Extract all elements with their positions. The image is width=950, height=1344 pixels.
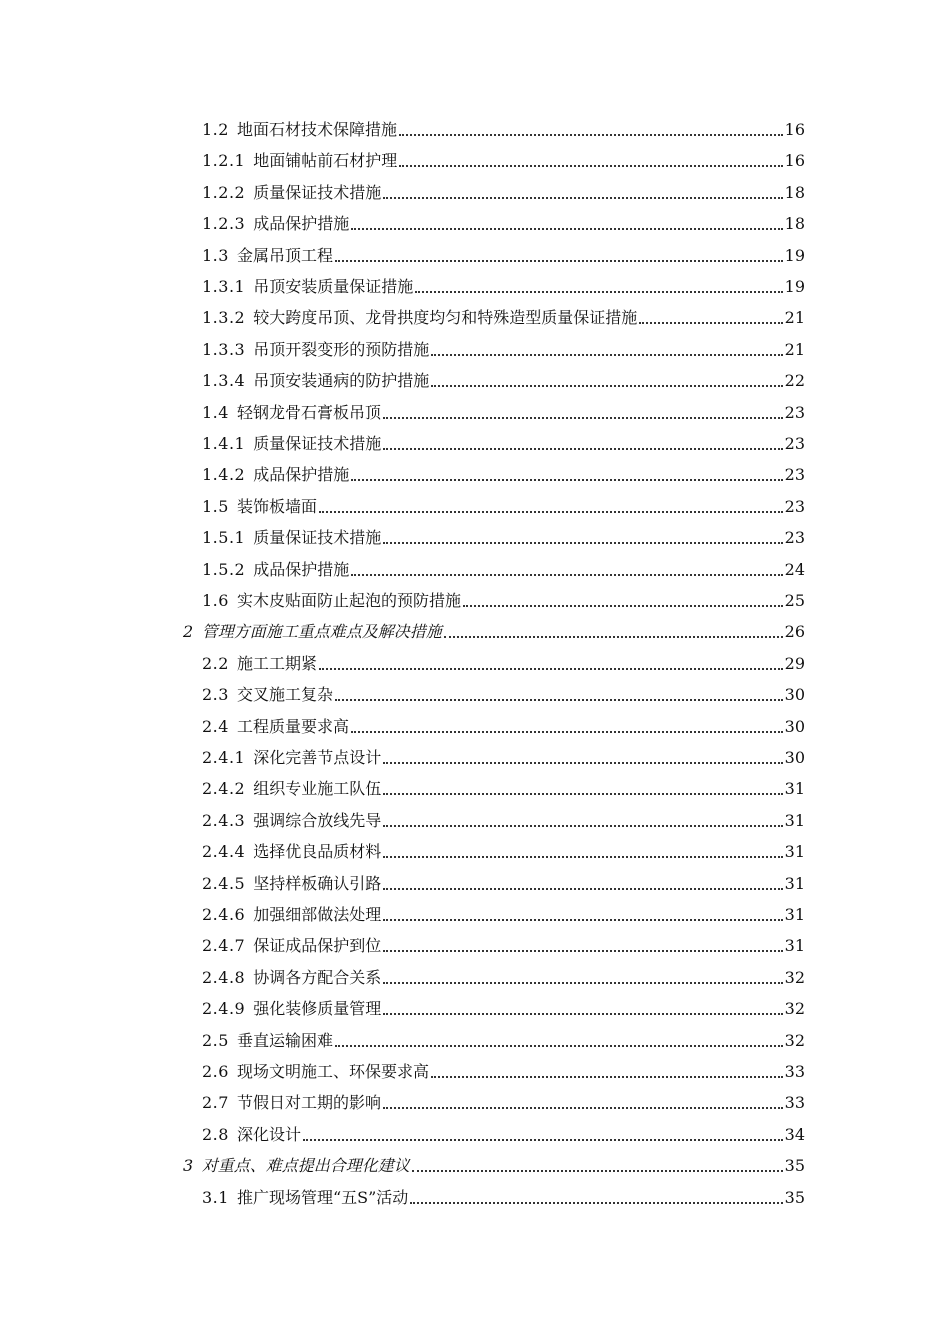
toc-entry[interactable] [202,1025,805,1051]
toc-entry[interactable] [202,805,805,831]
toc-dot-leader [463,605,783,607]
toc-entry-number: 1.4.1 [202,434,246,453]
toc-entry-page-number: 19 [784,245,805,265]
toc-entry-number: 1.3.3 [202,339,246,359]
toc-entry-number: 2 [183,622,194,642]
toc-entry-page-number: 19 [784,277,805,296]
toc-entry-title: 对重点、难点提出合理化建议 [201,1156,410,1176]
toc-entry-number: 1.6 [202,591,229,610]
toc-entry-number: 3 [183,1156,194,1176]
toc-entry-number: 2.2 [202,653,229,673]
toc-entry-number: 1.3 [202,245,229,265]
toc-entry-title: 选择优良品质材料 [253,842,382,862]
toc-entry[interactable] [183,616,805,642]
toc-entry-number: 2.4.1 [202,748,246,767]
toc-entry[interactable] [202,868,805,894]
toc-dot-leader [415,291,782,293]
toc-entry-number: 2.5 [202,1030,229,1050]
toc-entry-page-number: 25 [784,591,805,610]
toc-entry-title: 加强细部做法处理 [253,905,382,924]
toc-entry-number: 1.4 [202,402,229,422]
toc-entry-title: 节假日对工期的影响 [236,1093,381,1113]
toc-entry-page-number: 31 [784,779,805,799]
toc-entry[interactable] [202,930,805,956]
toc-entry-title: 推广现场管理“五S”活动 [236,1187,409,1207]
toc-entry-title: 垂直运输困难 [236,1030,333,1050]
toc-entry-number: 1.3.1 [202,277,246,296]
toc-entry-page-number: 31 [784,905,805,924]
toc-dot-leader [351,574,782,576]
toc-entry-title: 组织专业施工队伍 [253,779,382,799]
toc-entry-page-number: 18 [784,214,805,234]
toc-entry-page-number: 18 [784,182,805,202]
toc-entry[interactable] [202,585,805,611]
toc-entry[interactable] [202,334,805,360]
toc-dot-leader [351,731,783,733]
toc-entry[interactable] [202,145,805,171]
toc-entry-number: 1.4.2 [202,465,246,485]
toc-entry-title: 吊顶安装通病的防护措施 [253,371,430,391]
toc-dot-leader [383,856,782,858]
toc-entry-number: 1.5.1 [202,528,246,548]
toc-entry-title: 强化装修质量管理 [253,999,382,1019]
toc-entry[interactable] [202,711,805,737]
toc-entry-title: 深化完善节点设计 [253,748,382,767]
toc-entry-title: 工程质量要求高 [236,716,349,736]
toc-entry[interactable] [202,899,805,925]
toc-entry[interactable] [202,302,805,328]
toc-entry-title: 较大跨度吊顶、龙骨拱度均匀和特殊造型质量保证措施 [253,308,638,328]
toc-entry-page-number: 35 [784,1187,805,1207]
toc-dot-leader [383,1013,782,1015]
toc-entry-page-number: 32 [784,999,805,1019]
toc-entry-title: 轻钢龙骨石膏板吊顶 [236,402,381,422]
toc-entry-number: 2.4.5 [202,873,246,893]
toc-dot-leader [383,825,782,827]
toc-dot-leader [431,1076,783,1078]
toc-entry-page-number: 23 [784,465,805,485]
toc-entry-number: 1.3.4 [202,371,246,391]
toc-entry-page-number: 31 [784,873,805,893]
toc-entry[interactable] [202,208,805,234]
toc-dot-leader [431,385,782,387]
toc-dot-leader [383,888,782,890]
toc-entry-page-number: 34 [784,1124,805,1144]
toc-entry-number: 2.8 [202,1124,229,1144]
toc-entry-number: 2.4.9 [202,999,246,1019]
toc-dot-leader [383,197,782,199]
toc-entry-number: 1.5.2 [202,559,246,579]
toc-entry-title: 强调综合放线先导 [253,810,382,830]
toc-entry[interactable] [202,114,805,140]
toc-entry-title: 成品保护措施 [253,559,350,579]
toc-dot-leader [335,260,783,262]
toc-entry[interactable] [202,773,805,799]
toc-entry[interactable] [202,271,805,297]
toc-entry[interactable] [202,679,805,705]
toc-entry[interactable] [202,522,805,548]
toc-dot-leader [399,165,782,167]
toc-entry-page-number: 30 [784,748,805,767]
toc-entry-page-number: 23 [784,434,805,453]
toc-entry-number: 2.7 [202,1093,229,1113]
toc-entry[interactable] [202,836,805,862]
toc-entry[interactable] [202,1056,805,1082]
toc-dot-leader [335,699,783,701]
toc-entry-number: 3.1 [202,1187,229,1207]
toc-entry[interactable] [202,177,805,203]
toc-entry-title: 质量保证技术措施 [253,434,382,453]
toc-entry-page-number: 23 [784,496,805,516]
toc-entry[interactable] [202,993,805,1019]
toc-dot-leader [383,417,783,419]
toc-dot-leader [351,228,782,230]
toc-entry-page-number: 30 [784,685,805,705]
toc-dot-leader [383,762,782,764]
toc-dot-leader [335,1045,783,1047]
toc-entry-title: 金属吊顶工程 [236,245,333,265]
toc-entry-page-number: 16 [784,151,805,171]
toc-entry-title: 协调各方配合关系 [253,967,382,987]
toc-entry-page-number: 32 [784,1030,805,1050]
toc-dot-leader [351,479,782,481]
toc-entry-title: 现场文明施工、环保要求高 [236,1062,429,1081]
toc-entry-title: 成品保护措施 [253,465,350,485]
toc-dot-leader [444,636,783,638]
toc-entry-page-number: 21 [784,339,805,359]
toc-dot-leader [383,982,782,984]
toc-entry[interactable] [183,1150,805,1176]
toc-dot-leader [383,950,782,952]
toc-entry-page-number: 29 [784,653,805,673]
toc-entry[interactable] [202,365,805,391]
toc-dot-leader [399,134,783,136]
toc-dot-leader [383,793,782,795]
toc-dot-leader [319,511,783,513]
toc-entry-title: 坚持样板确认引路 [253,873,382,893]
toc-entry-number: 1.3.2 [202,308,246,328]
toc-entry-number: 1.5 [202,496,229,516]
toc-entry-number: 2.4.3 [202,810,246,830]
toc-entry[interactable] [202,1087,805,1113]
toc-dot-leader [431,354,782,356]
toc-entry[interactable] [202,397,805,423]
toc-dot-leader [383,919,782,921]
toc-entry-title: 深化设计 [236,1124,301,1144]
toc-dot-leader [412,1170,783,1172]
toc-entry-title: 管理方面施工重点难点及解决措施 [201,622,442,642]
toc-entry-page-number: 21 [784,308,805,328]
toc-entry-title: 成品保护措施 [253,214,350,234]
toc-entry-page-number: 24 [784,559,805,579]
toc-dot-leader [383,542,782,544]
toc-entry-title: 施工工期紧 [236,653,317,673]
toc-entry-number: 2.4.6 [202,905,246,924]
toc-entry-page-number: 32 [784,967,805,987]
toc-entry[interactable] [202,428,805,454]
toc-entry-title: 质量保证技术措施 [253,528,382,548]
toc-entry-page-number: 26 [784,622,805,642]
toc-entry-page-number: 33 [784,1062,805,1081]
toc-entry-title: 吊顶开裂变形的预防措施 [253,339,430,359]
toc-entry[interactable] [202,742,805,768]
toc-dot-leader [639,322,782,324]
toc-entry-number: 2.4.7 [202,936,246,956]
toc-entry-page-number: 31 [784,842,805,862]
toc-entry-number: 1.2.3 [202,214,246,234]
toc-entry-title: 保证成品保护到位 [253,936,382,956]
toc-entry-number: 2.3 [202,685,229,705]
toc-dot-leader [383,448,782,450]
toc-entry[interactable] [202,459,805,485]
toc-entry-number: 2.4.4 [202,842,246,862]
toc-entry-page-number: 30 [784,716,805,736]
toc-entry-page-number: 35 [784,1156,805,1176]
toc-entry-number: 2.4.2 [202,779,246,799]
toc-entry-title: 质量保证技术措施 [253,182,382,202]
toc-entry[interactable] [202,554,805,580]
toc-entry-page-number: 23 [784,528,805,548]
toc-entry-page-number: 22 [784,371,805,391]
toc-entry-page-number: 31 [784,936,805,956]
toc-entry-title: 地面铺帖前石材护理 [253,151,398,171]
toc-entry-title: 装饰板墙面 [236,496,317,516]
toc-entry-page-number: 16 [784,120,805,139]
toc-entry-number: 2.4.8 [202,967,246,987]
toc-entry-title: 实木皮贴面防止起泡的预防措施 [236,591,461,610]
toc-entry-number: 2.4 [202,716,229,736]
toc-entry[interactable] [202,1119,805,1145]
toc-entry-page-number: 31 [784,810,805,830]
toc-dot-leader [303,1139,783,1141]
toc-dot-leader [383,1107,783,1109]
toc-entry-number: 1.2.2 [202,182,246,202]
toc-entry-page-number: 33 [784,1093,805,1113]
toc-entry-title: 地面石材技术保障措施 [236,120,397,139]
toc-dot-leader [410,1202,782,1204]
toc-entry-number: 2.6 [202,1062,229,1081]
toc-entry-page-number: 23 [784,402,805,422]
toc-entry-title: 交叉施工复杂 [236,685,333,705]
toc-entry-number: 1.2.1 [202,151,246,171]
toc-entry[interactable] [202,962,805,988]
toc-dot-leader [319,668,783,670]
toc-entry-number: 1.2 [202,120,229,139]
toc-entry[interactable] [202,1182,805,1208]
toc-entry-title: 吊顶安装质量保证措施 [253,277,414,296]
toc-entry[interactable] [202,491,805,517]
toc-entry[interactable] [202,240,805,266]
toc-entry[interactable] [202,648,805,674]
